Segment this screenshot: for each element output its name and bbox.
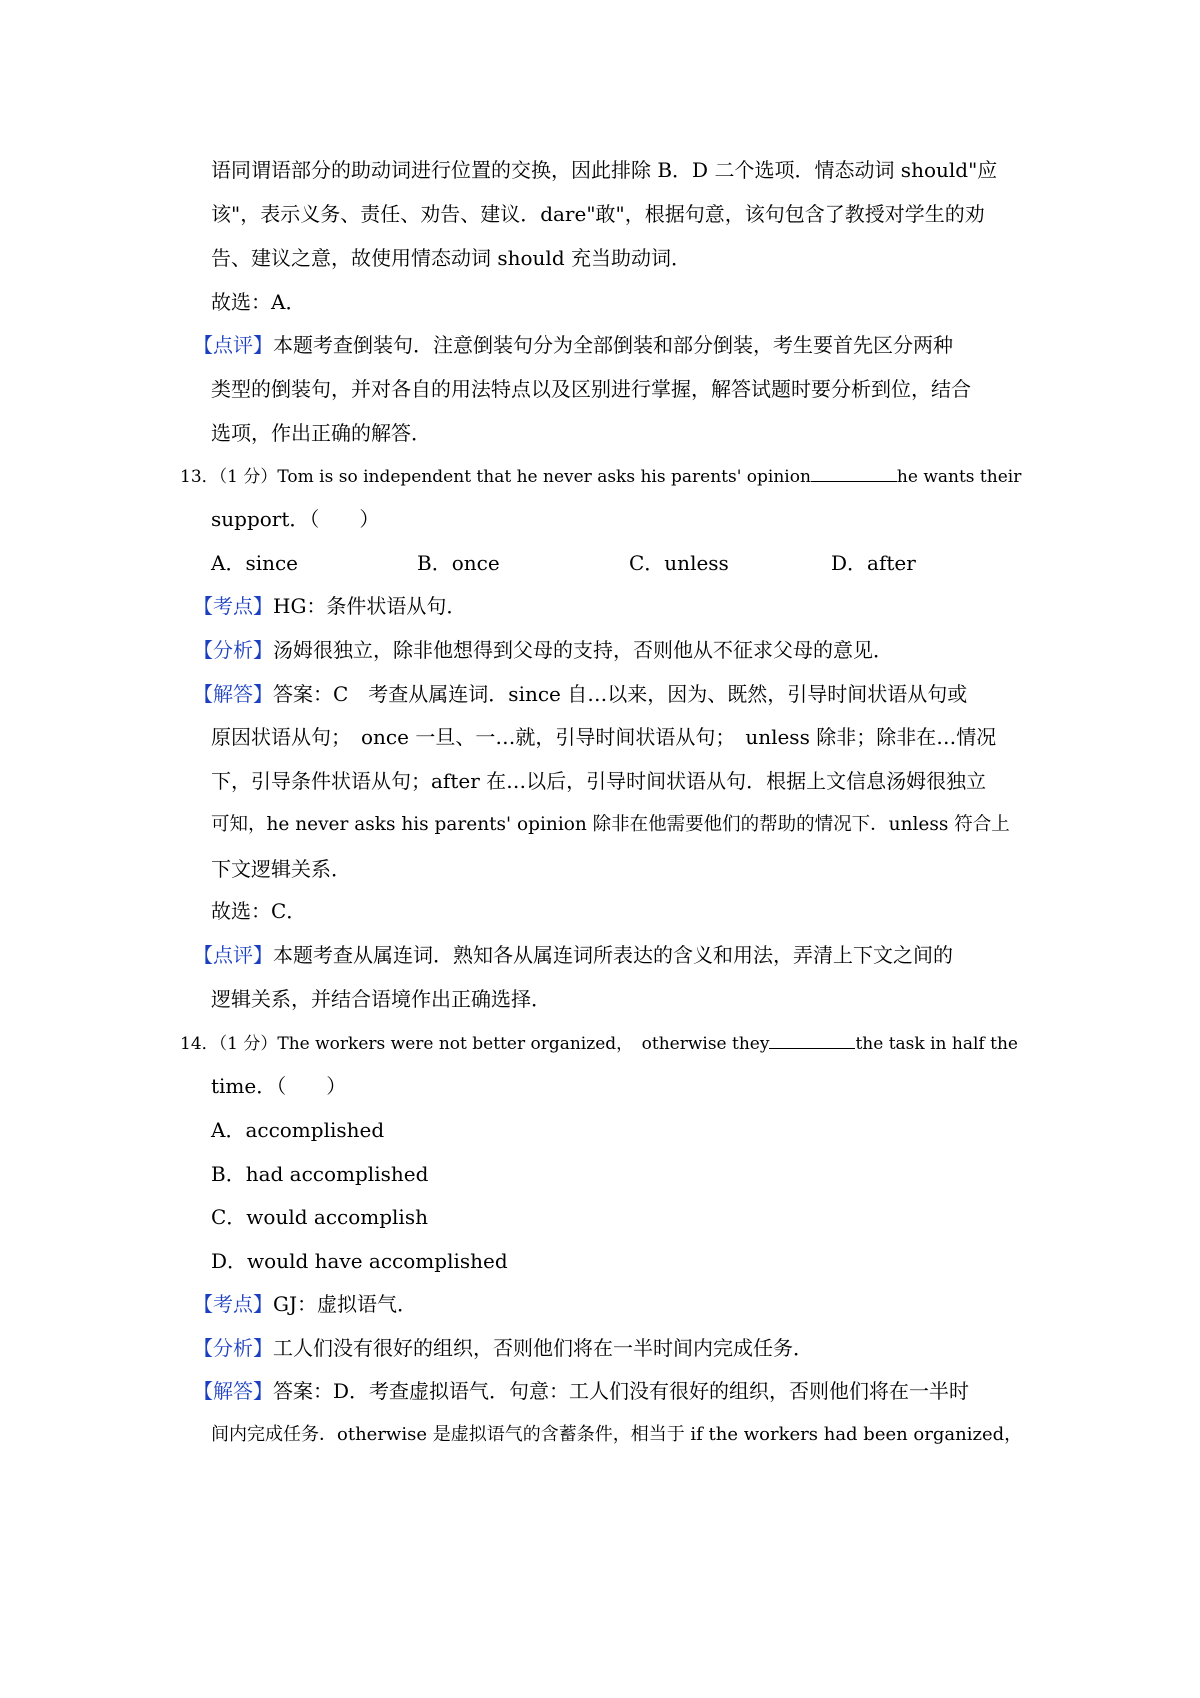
comment-tag: 【点评】 — [193, 333, 273, 357]
prev-answer-line-3: 告、建议之意，故使用情态动词 should 充当助动词． — [211, 246, 691, 270]
q13-jieda-line-4: 可知，he never asks his parents' opinion 除非在他需要他们的帮助的情况下．unless 符合上 — [211, 814, 1010, 835]
q13-jieda-line-5: 下文逻辑关系． — [211, 857, 351, 881]
q14-stem-a: The workers were not better organized， otherwise they — [277, 1034, 770, 1054]
q14-score: （1 分） — [218, 1034, 278, 1054]
q14-blank — [769, 1028, 855, 1049]
q13-stem-line-1 — [180, 461, 1026, 491]
q13-kaodian — [193, 592, 1008, 620]
q14-fenxi — [193, 1334, 1008, 1362]
prev-comment-line-1 — [193, 331, 1008, 359]
q14-jieda-text-1: 答案：D．考查虚拟语气．句意：工人们没有很好的组织，否则他们将在一半时 — [273, 1379, 970, 1403]
dianping-tag: 【点评】 — [193, 943, 273, 967]
q14-option-d: D．would have accomplished — [211, 1249, 508, 1273]
q13-dianping-line-2: 逻辑关系，并结合语境作出正确选择． — [211, 987, 551, 1011]
q13-jieda-line-3: 下，引导条件状语从句；after 在…以后，引导时间状语从句．根据上文信息汤姆很独立 — [211, 769, 987, 793]
q13-number: 13． — [180, 467, 219, 487]
prev-choice: 故选：A． — [211, 290, 306, 314]
prev-answer-line-2: 该"，表示义务、责任、劝告、建议．dare"敢"，根据句意，该句包含了教授对学生的劝 — [211, 202, 985, 226]
prev-comment-text-1: 本题考查倒装句．注意倒装句分为全部倒装和部分倒装，考生要首先区分两种 — [273, 333, 953, 357]
q14-stem-b: the task in half the — [855, 1034, 1018, 1054]
fenxi-tag: 【分析】 — [193, 638, 273, 662]
jieda-tag: 【解答】 — [193, 1379, 273, 1403]
q14-number: 14． — [180, 1034, 219, 1054]
q13-fenxi-text: 汤姆很独立，除非他想得到父母的支持，否则他从不征求父母的意见． — [273, 638, 893, 662]
q13-dianping-text-1: 本题考查从属连词．熟知各从属连词所表达的含义和用法，弄清上下文之间的 — [273, 943, 953, 967]
q13-option-c: C．unless — [629, 551, 729, 575]
q13-dianping-line-1 — [193, 941, 1008, 969]
q13-jieda-text-1: 答案：C 考查从属连词．since 自…以来，因为、既然，引导时间状语从句或 — [273, 682, 968, 706]
q13-kaodian-text: HG：条件状语从句． — [273, 594, 467, 618]
q14-jieda-line-2: 间内完成任务．otherwise 是虚拟语气的含蓄条件，相当于 if the workers had been organized， — [211, 1424, 1023, 1445]
q13-choice: 故选：C． — [211, 899, 307, 923]
q14-kaodian-text: GJ：虚拟语气． — [273, 1292, 417, 1316]
q14-stem-line-2: time．（ ） — [211, 1074, 347, 1098]
q13-option-a: A．since — [211, 551, 299, 575]
q13-stem-b: he wants their — [896, 467, 1022, 487]
q13-blank — [811, 461, 897, 482]
fenxi-tag: 【分析】 — [193, 1336, 273, 1360]
q14-fenxi-text: 工人们没有很好的组织，否则他们将在一半时间内完成任务． — [273, 1336, 813, 1360]
kaodian-tag: 【考点】 — [193, 594, 273, 618]
kaodian-tag: 【考点】 — [193, 1292, 273, 1316]
q14-stem-line-1 — [180, 1028, 1026, 1058]
q13-fenxi — [193, 636, 1008, 664]
q13-stem-line-2: support．（ ） — [211, 507, 380, 531]
jieda-tag: 【解答】 — [193, 682, 273, 706]
q13-stem-a: Tom is so independent that he never asks his parents' opinion — [277, 467, 811, 487]
prev-answer-line-1: 语同谓语部分的助动词进行位置的交换，因此排除 B．D 二个选项．情态动词 should"应 — [211, 158, 998, 182]
prev-comment-line-3: 选项，作出正确的解答． — [211, 421, 431, 445]
prev-comment-line-2: 类型的倒装句，并对各自的用法特点以及区别进行掌握，解答试题时要分析到位，结合 — [211, 377, 971, 401]
q14-kaodian — [193, 1290, 1008, 1318]
q13-option-b: B．once — [417, 551, 500, 575]
q14-option-a: A．accomplished — [211, 1118, 385, 1142]
q14-jieda-line-1 — [193, 1377, 1008, 1405]
q14-option-c: C．would accomplish — [211, 1205, 428, 1229]
q14-option-b: B．had accomplished — [211, 1162, 429, 1186]
q13-jieda-line-2: 原因状语从句； once 一旦、一…就，引导时间状语从句； unless 除非；除非在…情况 — [211, 725, 997, 749]
q13-jieda-line-1 — [193, 680, 1008, 708]
q13-option-d: D．after — [831, 551, 916, 575]
q13-score: （1 分） — [218, 467, 278, 487]
